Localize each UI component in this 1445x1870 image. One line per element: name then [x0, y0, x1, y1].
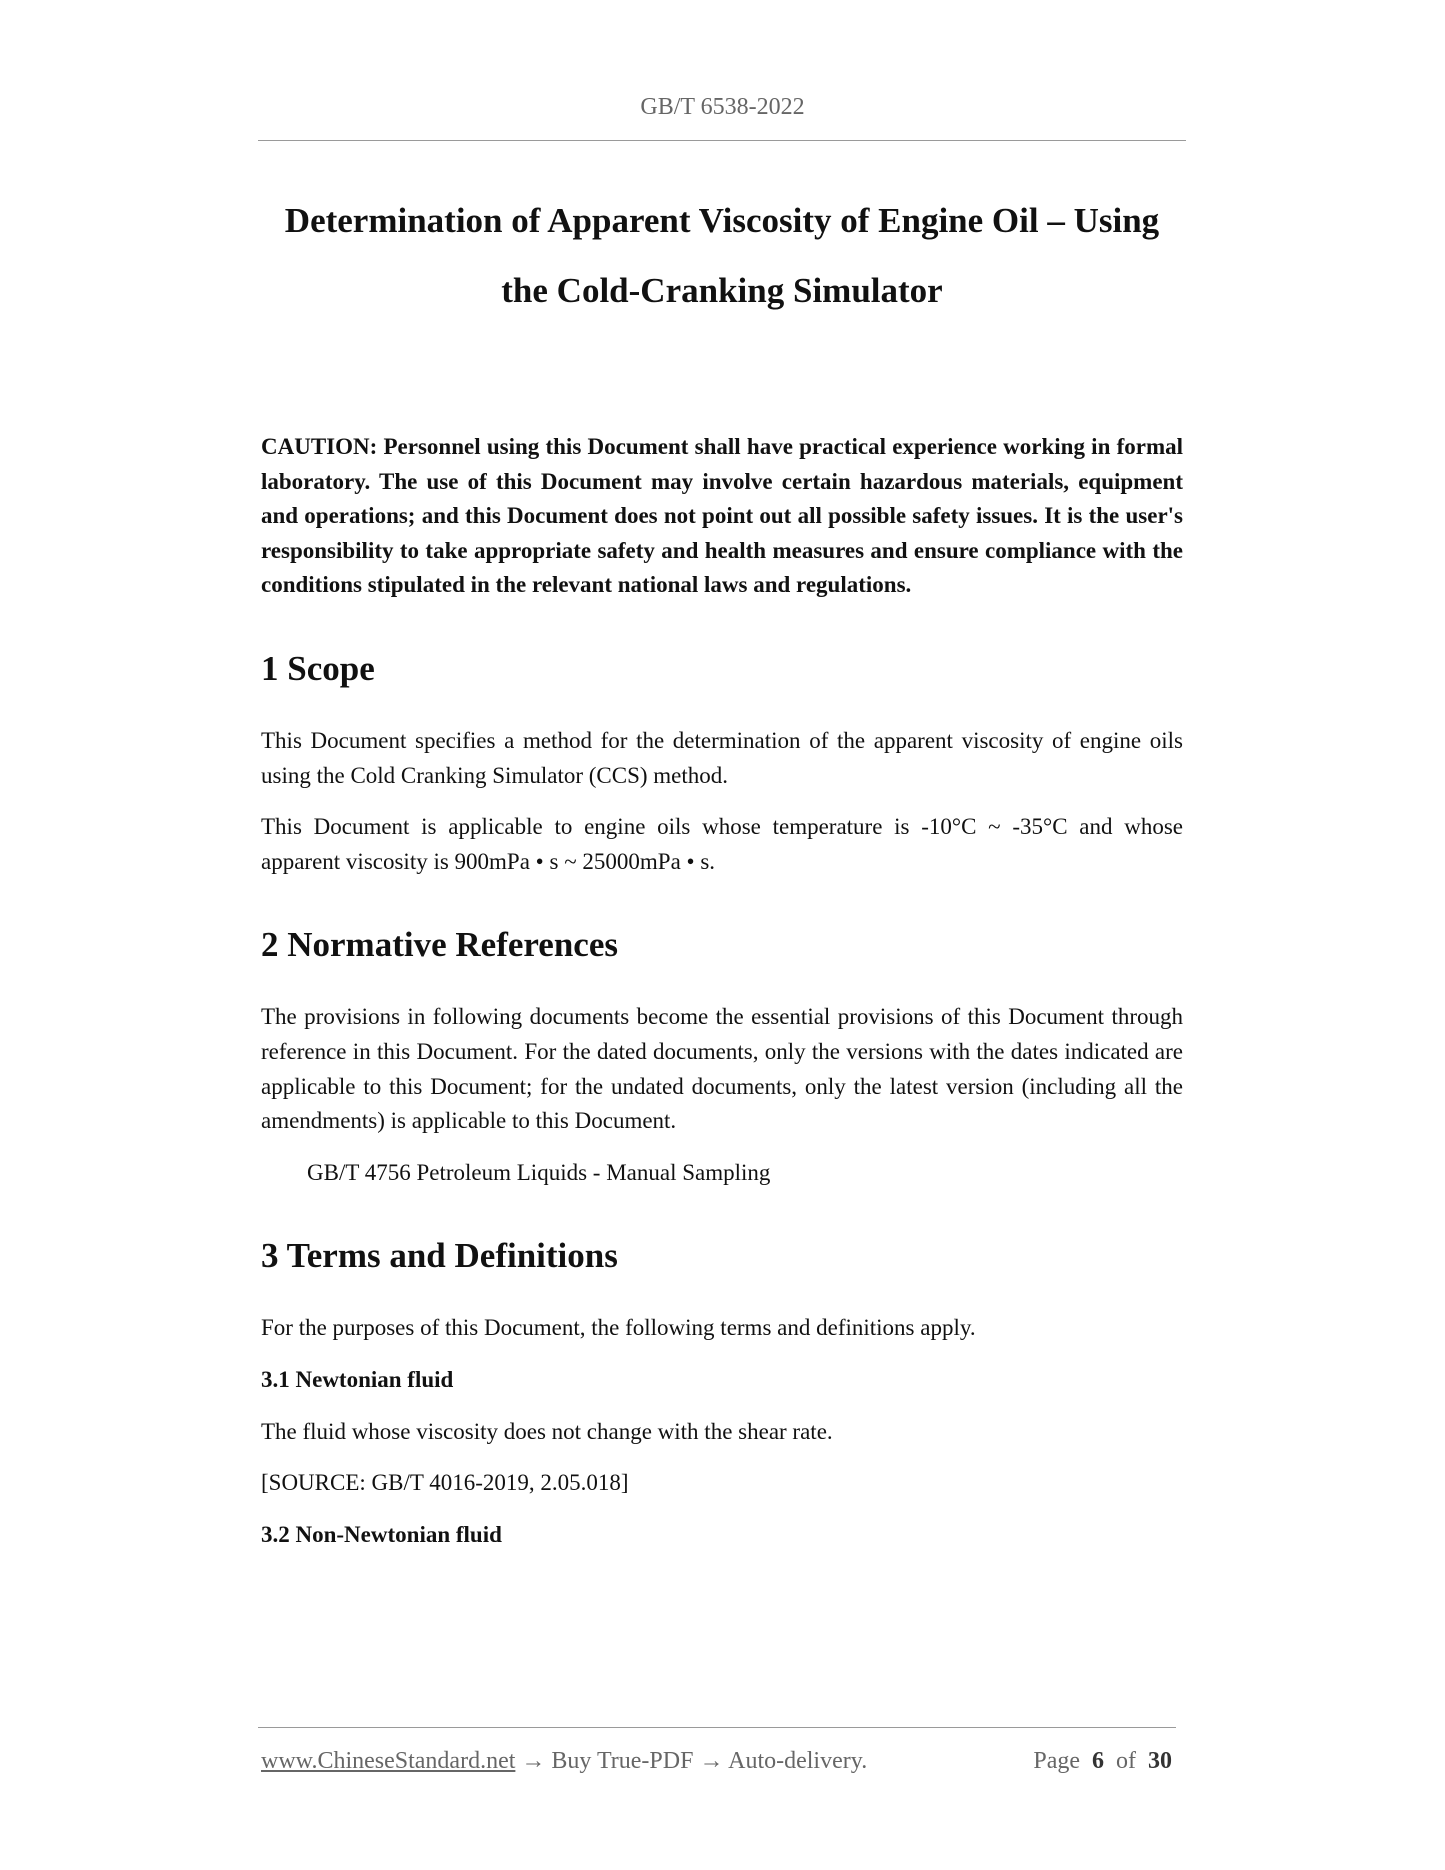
scope-paragraph-2: This Document is applicable to engine oils whose temperature is -10°C ~ -35°C and whose apparent viscosity is 900mPa • s ~ 25000mPa • s. — [261, 814, 1183, 874]
section-heading-normative-references: 2 Normative References — [261, 925, 618, 965]
term-definition-newtonian-fluid: The fluid whose viscosity does not change with the shear rate. — [261, 1418, 833, 1444]
terms-intro: For the purposes of this Document, the following terms and definitions apply. — [261, 1315, 976, 1341]
document-title — [258, 186, 1186, 326]
page-of-label: of — [1116, 1748, 1136, 1774]
footer-promo — [261, 1746, 867, 1776]
document-body — [261, 430, 1183, 1552]
page-label: Page — [1033, 1748, 1080, 1774]
term-heading-newtonian-fluid: 3.1 Newtonian fluid — [261, 1366, 454, 1392]
page-current: 6 — [1092, 1748, 1104, 1774]
section-heading-scope: 1 Scope — [261, 648, 375, 688]
term-heading-non-newtonian-fluid: 3.2 Non-Newtonian fluid — [261, 1521, 502, 1547]
header-divider — [258, 140, 1186, 141]
reference-item: GB/T 4756 Petroleum Liquids - Manual Sampling — [307, 1159, 771, 1185]
page-total: 30 — [1148, 1748, 1172, 1774]
title-line-1: Determination of Apparent Viscosity of Engine Oil – Using — [284, 201, 1160, 240]
title-line-2: the Cold-Cranking Simulator — [501, 271, 943, 310]
footer-divider — [258, 1727, 1176, 1728]
caution-paragraph: CAUTION: Personnel using this Document shall have practical experience working in formal laboratory. The use of this Document may involve certain hazardous materials, equipment and operations; and this Document does not point out all possible safety issues. It is the user's responsibility to take appropriate safety and health measures and ensure compliance with the conditions stipulated in the relevant national laws and regulations. — [261, 434, 1183, 598]
scope-paragraph-1: This Document specifies a method for the determination of the apparent viscosity of engine oils using the Cold Cranking Simulator (CCS) method. — [261, 727, 1183, 788]
term-source-newtonian-fluid: [SOURCE: GB/T 4016-2019, 2.05.018] — [261, 1470, 629, 1496]
section-heading-terms: 3 Terms and Definitions — [261, 1236, 618, 1276]
page-number — [1033, 1746, 1172, 1776]
footer-promo-text: → Buy True-PDF → Auto-delivery. — [515, 1748, 868, 1774]
normative-paragraph: The provisions in following documents become the essential provisions of this Document through reference in this Document. For the dated documents, only the versions with the dates indicated are applicable to this Document; for the undated documents, only the latest version (including all the amendments) is applicable to this Document. — [261, 1004, 1183, 1134]
chinesestandard-link[interactable]: www.ChineseStandard.net — [261, 1748, 516, 1774]
running-header: GB/T 6538-2022 — [640, 94, 805, 120]
